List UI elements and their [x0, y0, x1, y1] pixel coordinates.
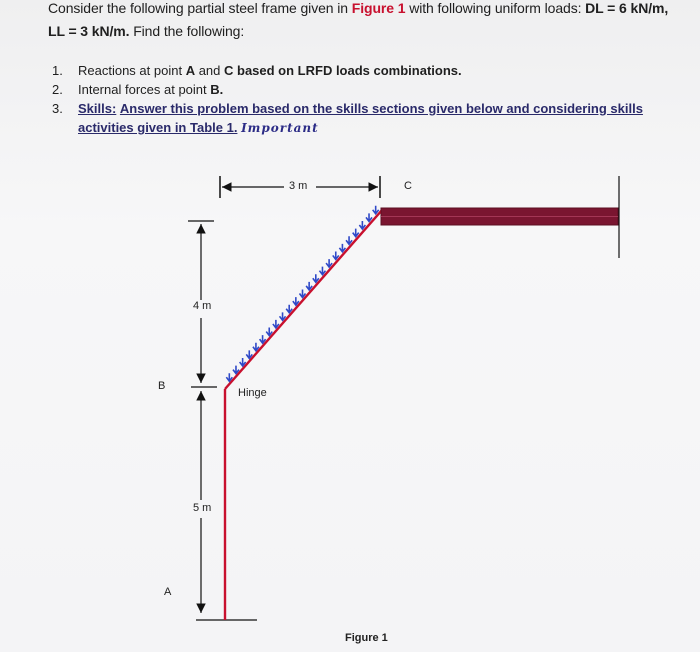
task-text: and: [195, 63, 224, 78]
skills-text: Answer this problem based on the skills sections given below and considering skills activities given in Table 1.: [78, 101, 643, 135]
load-arrow-icon: [306, 282, 312, 290]
task-point-b: B.: [210, 82, 224, 97]
dimension-3m-label: 3 m: [289, 180, 308, 192]
load-arrow-icon: [300, 290, 306, 298]
load-arrow-icon: [313, 274, 319, 282]
load-arrow-icon: [266, 328, 272, 336]
task-number: 2.: [52, 82, 63, 97]
task-point-a: A: [185, 63, 196, 78]
load-arrow-icon: [366, 213, 372, 221]
task-number: 1.: [52, 63, 63, 78]
task-point-c: C based on LRFD loads combinations.: [224, 63, 462, 78]
load-arrow-icon: [346, 236, 352, 244]
dimension-5m-label: 5 m: [193, 502, 212, 514]
distributed-load-arrows: [226, 206, 378, 381]
hinge-label: Hinge: [238, 387, 267, 399]
intro-text-2: with following uniform loads:: [405, 0, 586, 16]
figure-reference: Figure 1: [351, 0, 406, 16]
dead-load-value: DL = 6 kN/m,: [585, 0, 669, 16]
important-note: Important: [241, 121, 319, 135]
inclined-member: [225, 210, 382, 389]
load-arrow-icon: [373, 206, 379, 214]
load-arrow-icon: [359, 221, 365, 229]
load-arrow-icon: [319, 267, 325, 275]
dimension-4m-label: 4 m: [193, 300, 212, 312]
load-arrow-icon: [326, 259, 332, 267]
load-arrow-icon: [333, 251, 339, 259]
point-b-label: B: [158, 380, 166, 392]
task-text: Reactions at point: [78, 63, 186, 78]
intro-text-1: Consider the following partial steel frame given in: [48, 0, 352, 16]
intro-text-3: Find the following:: [129, 23, 245, 39]
load-arrow-icon: [280, 312, 286, 320]
load-arrow-icon: [293, 297, 299, 305]
load-arrow-icon: [286, 305, 292, 313]
load-arrow-icon: [339, 244, 345, 252]
skills-label: Skills:: [78, 101, 117, 116]
load-arrow-icon: [353, 229, 359, 237]
figure-caption: Figure 1: [345, 632, 388, 644]
live-load-value: LL = 3 kN/m.: [48, 23, 130, 39]
point-a-label: A: [164, 586, 172, 598]
task-text: Internal forces at point: [78, 82, 211, 97]
task-number: 3.: [52, 101, 63, 116]
point-c-label: C: [404, 180, 412, 192]
load-arrow-icon: [273, 320, 279, 328]
